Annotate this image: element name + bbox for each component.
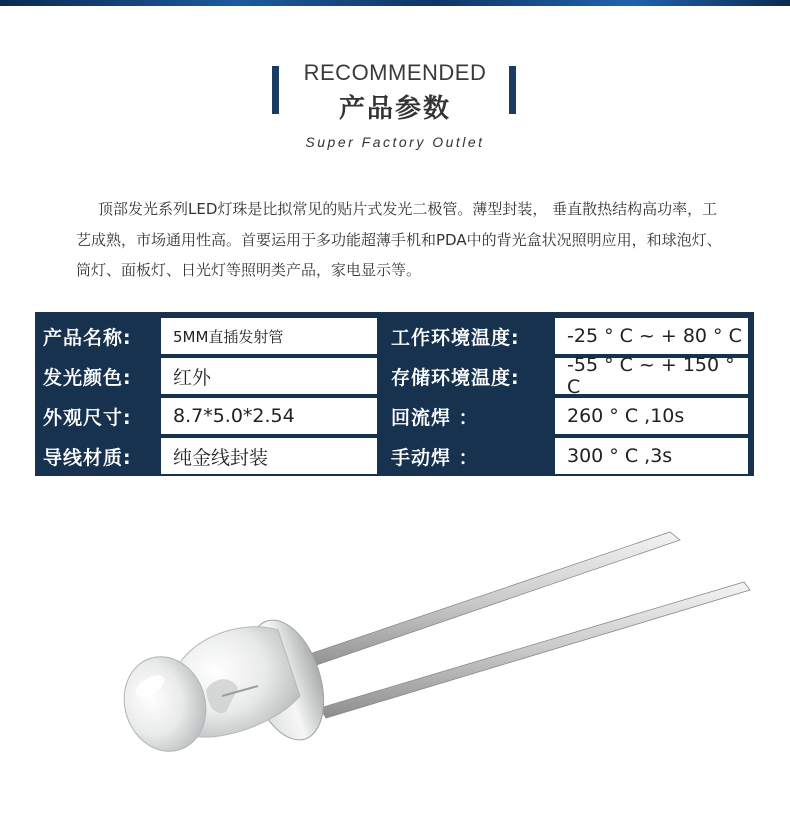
led-product-image xyxy=(0,490,790,831)
header-accent-bar-right xyxy=(509,66,516,114)
spec-label: 外观尺寸: xyxy=(43,406,132,429)
spec-row xyxy=(35,354,754,398)
spec-value: -55 ° C ~ + 150 ° C xyxy=(555,358,748,394)
spec-value: -25 ° C ~ + 80 ° C xyxy=(555,318,748,354)
spec-label: 回流焊 ： xyxy=(391,406,479,429)
spec-label: 产品名称: xyxy=(43,326,132,349)
spec-label: 工作环境温度: xyxy=(391,326,520,349)
spec-value: 红外 xyxy=(161,358,377,394)
spec-value: 260 ° C ,10s xyxy=(555,398,748,434)
spec-value: 8.7*5.0*2.54 xyxy=(161,398,377,434)
spec-label: 发光颜色: xyxy=(43,366,132,389)
top-banner xyxy=(0,0,790,6)
spec-label: 手动焊 ： xyxy=(391,446,479,469)
spec-label: 存储环境温度: xyxy=(391,366,520,389)
spec-row xyxy=(35,438,754,474)
header-accent-bar-left xyxy=(272,66,279,114)
intro-paragraph: 顶部发光系列LED灯珠是比拟常见的贴片式发光二极管。薄型封装， 垂直散热结构高功率，工艺成熟，市场通用性高。首要运用于多功能超薄手机和PDA中的背光盒状况照明应用，和球泡灯、筒灯、面板灯、日光灯等照明类产品，家电显示等。 xyxy=(76,200,722,279)
spec-table xyxy=(35,312,754,476)
spec-value: 5MM直插发射管 xyxy=(161,318,377,354)
spec-label: 导线材质: xyxy=(43,446,132,469)
spec-value: 纯金线封装 xyxy=(161,438,377,474)
spec-row xyxy=(35,398,754,434)
header-title-en: RECOMMENDED xyxy=(303,60,487,85)
spec-row xyxy=(35,318,754,354)
spec-value: 300 ° C ,3s xyxy=(555,438,748,474)
header-subtitle: Super Factory Outlet xyxy=(305,134,485,150)
header-title-cn: 产品参数 xyxy=(338,94,451,124)
